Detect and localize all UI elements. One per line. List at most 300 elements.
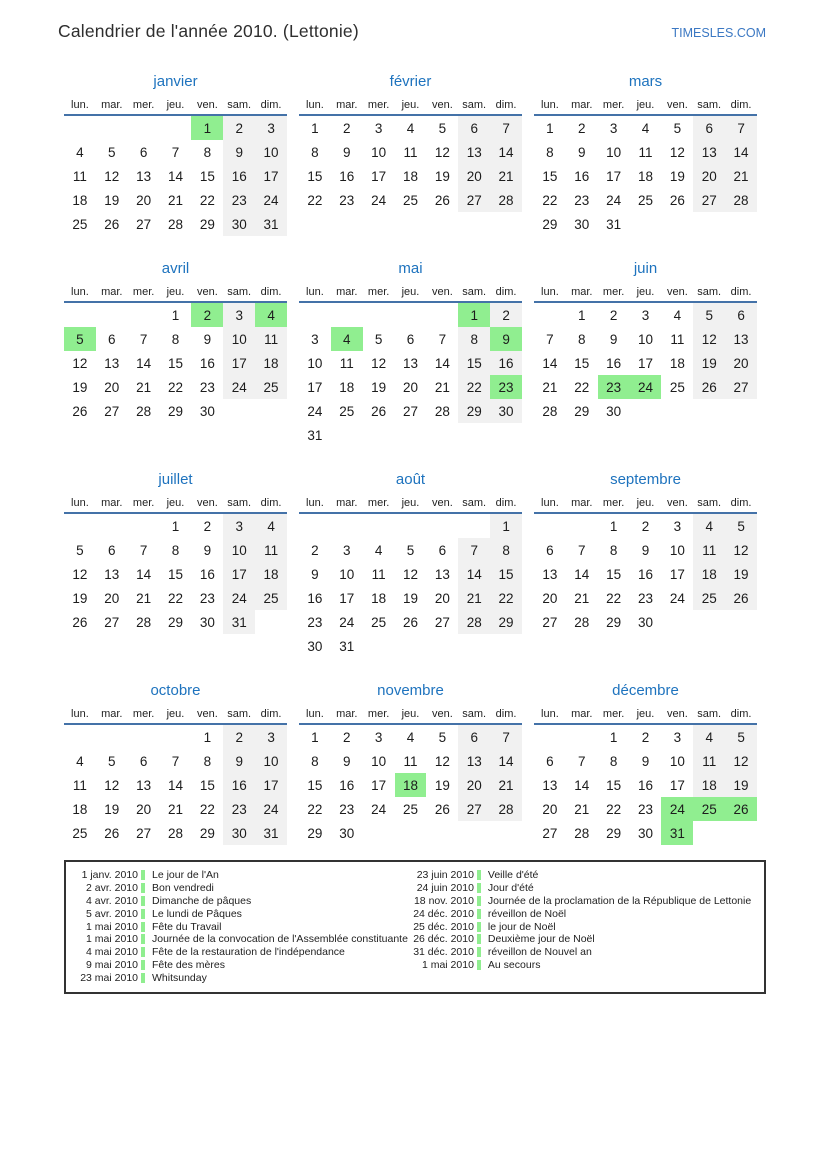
day-grid bbox=[299, 303, 522, 447]
day-cell: 13 bbox=[104, 355, 120, 371]
weekday-label: mar. bbox=[101, 286, 123, 298]
day-cell: 23 bbox=[637, 801, 653, 817]
day-cell: 16 bbox=[307, 590, 323, 606]
weekday-row bbox=[64, 99, 287, 116]
day-cell: 20 bbox=[136, 192, 152, 208]
day-cell: 5 bbox=[725, 725, 757, 749]
legend-date: 9 mai 2010 bbox=[86, 958, 138, 971]
legend-date: 25 déc. 2010 bbox=[413, 920, 474, 933]
day-cell: 7 bbox=[171, 753, 180, 769]
empty-cell bbox=[128, 303, 160, 327]
day-cell: 11 bbox=[339, 355, 354, 371]
day-grid bbox=[64, 116, 287, 236]
day-cell: 11 bbox=[403, 144, 418, 160]
day-cell: 7 bbox=[139, 542, 148, 558]
day-cell: 22 bbox=[199, 801, 215, 817]
holiday-marker bbox=[141, 896, 145, 906]
day-cell: 7 bbox=[171, 144, 180, 160]
legend-date: 24 déc. 2010 bbox=[413, 907, 474, 920]
day-grid bbox=[299, 725, 522, 845]
day-cell: 22 bbox=[199, 192, 215, 208]
day-cell: 28 bbox=[167, 825, 183, 841]
day-cell: 26 bbox=[725, 586, 757, 610]
day-cell: 6 bbox=[108, 542, 116, 558]
day-cell: 17 bbox=[223, 562, 255, 586]
day-cell: 16 bbox=[223, 164, 255, 188]
day-cell: 23 bbox=[307, 614, 323, 630]
day-cell: 19 bbox=[72, 590, 88, 606]
day-cell: 4 bbox=[406, 120, 415, 136]
empty-cell bbox=[693, 610, 725, 634]
day-cell: 2 bbox=[223, 725, 255, 749]
day-cell: 13 bbox=[542, 777, 558, 793]
holiday-marker bbox=[477, 883, 481, 893]
day-cell: 27 bbox=[458, 188, 490, 212]
day-cell: 22 bbox=[542, 192, 558, 208]
empty-cell bbox=[363, 514, 395, 538]
day-cell: 30 bbox=[490, 399, 522, 423]
day-cell: 15 bbox=[458, 351, 490, 375]
day-cell: 18 bbox=[693, 773, 725, 797]
legend-row bbox=[408, 946, 751, 959]
day-cell: 16 bbox=[339, 777, 355, 793]
legend-row bbox=[408, 920, 751, 933]
day-cell: 21 bbox=[136, 379, 152, 395]
day-cell: 8 bbox=[609, 753, 618, 769]
empty-cell bbox=[96, 303, 128, 327]
day-cell: 8 bbox=[609, 542, 618, 558]
day-cell: 27 bbox=[136, 216, 152, 232]
day-cell: 2 bbox=[641, 729, 650, 745]
day-grid bbox=[534, 725, 757, 845]
day-cell: 25 bbox=[693, 797, 725, 821]
empty-cell bbox=[490, 423, 522, 447]
legend-date: 5 avr. 2010 bbox=[86, 907, 138, 920]
weekday-label: lun. bbox=[71, 99, 89, 111]
weekday-row bbox=[64, 497, 287, 514]
day-cell: 6 bbox=[725, 303, 757, 327]
day-cell: 28 bbox=[136, 403, 152, 419]
legend-date: 18 nov. 2010 bbox=[413, 894, 474, 907]
day-cell: 19 bbox=[669, 168, 685, 184]
legend-label: Deuxième jour de Noël bbox=[487, 933, 595, 946]
day-cell: 16 bbox=[637, 777, 653, 793]
month-title[interactable]: janvier bbox=[153, 73, 198, 90]
day-cell: 21 bbox=[542, 379, 558, 395]
day-cell: 23 bbox=[598, 375, 630, 399]
weekday-label: ven. bbox=[666, 286, 688, 298]
day-cell: 24 bbox=[223, 586, 255, 610]
holiday-marker bbox=[141, 960, 145, 970]
day-cell: 16 bbox=[490, 351, 522, 375]
legend-label: le jour de Noël bbox=[487, 920, 556, 933]
day-cell: 11 bbox=[255, 327, 287, 351]
month-title[interactable]: mars bbox=[628, 73, 663, 90]
day-cell: 12 bbox=[725, 749, 757, 773]
day-cell: 23 bbox=[199, 590, 215, 606]
legend-row bbox=[72, 920, 408, 933]
day-cell: 21 bbox=[458, 586, 490, 610]
month-block bbox=[299, 260, 522, 447]
day-cell: 29 bbox=[490, 610, 522, 634]
day-cell: 14 bbox=[434, 355, 450, 371]
day-cell: 21 bbox=[136, 590, 152, 606]
empty-cell bbox=[64, 303, 96, 327]
day-cell: 9 bbox=[343, 753, 351, 769]
empty-cell bbox=[395, 821, 427, 845]
holiday-marker bbox=[141, 909, 145, 919]
legend-label: Veille d'été bbox=[487, 869, 539, 882]
empty-cell bbox=[661, 212, 693, 236]
month-block bbox=[534, 260, 757, 423]
day-cell: 17 bbox=[371, 168, 387, 184]
day-cell: 11 bbox=[693, 538, 725, 562]
weekday-label: dim. bbox=[260, 99, 282, 111]
day-cell: 1 bbox=[171, 518, 180, 534]
day-cell: 18 bbox=[255, 562, 287, 586]
day-cell: 14 bbox=[725, 140, 757, 164]
day-cell: 19 bbox=[725, 773, 757, 797]
day-cell: 1 bbox=[191, 116, 223, 140]
legend-label: Whitsunday bbox=[152, 971, 207, 984]
holiday-marker bbox=[477, 922, 481, 932]
month-title[interactable]: novembre bbox=[377, 682, 444, 699]
day-cell: 1 bbox=[546, 120, 554, 136]
legend-row bbox=[72, 869, 408, 882]
legend-label: Fête des mères bbox=[152, 958, 225, 971]
weekday-row bbox=[64, 286, 287, 303]
weekday-label: jeu. bbox=[401, 286, 420, 298]
day-cell: 24 bbox=[339, 614, 355, 630]
day-cell: 2 bbox=[609, 307, 618, 323]
day-cell: 3 bbox=[343, 542, 351, 558]
day-cell: 25 bbox=[255, 586, 287, 610]
day-cell: 21 bbox=[574, 801, 590, 817]
day-cell: 9 bbox=[490, 327, 522, 351]
month-title[interactable]: juin bbox=[633, 260, 658, 277]
empty-cell bbox=[64, 514, 96, 538]
day-cell: 23 bbox=[223, 797, 255, 821]
weekday-label: ven. bbox=[431, 286, 453, 298]
day-cell: 9 bbox=[223, 140, 255, 164]
day-cell: 4 bbox=[641, 120, 650, 136]
legend-row bbox=[408, 869, 751, 882]
day-cell: 12 bbox=[434, 144, 450, 160]
day-cell: 13 bbox=[725, 327, 757, 351]
weekday-label: mar. bbox=[101, 497, 123, 509]
day-cell: 14 bbox=[542, 355, 558, 371]
empty-cell bbox=[363, 303, 395, 327]
weekday-row bbox=[534, 497, 757, 514]
month-block bbox=[64, 682, 287, 845]
day-cell: 17 bbox=[669, 777, 685, 793]
day-cell: 7 bbox=[490, 725, 522, 749]
day-cell: 10 bbox=[307, 355, 323, 371]
day-cell: 4 bbox=[255, 303, 287, 327]
day-cell: 12 bbox=[669, 144, 685, 160]
day-cell: 23 bbox=[637, 590, 653, 606]
day-cell: 29 bbox=[606, 825, 622, 841]
weekday-row bbox=[299, 99, 522, 116]
day-cell: 28 bbox=[490, 188, 522, 212]
day-cell: 10 bbox=[669, 542, 685, 558]
day-cell: 26 bbox=[104, 825, 120, 841]
day-cell: 31 bbox=[255, 821, 287, 845]
day-cell: 6 bbox=[458, 725, 490, 749]
legend-date: 4 mai 2010 bbox=[86, 946, 138, 959]
day-cell: 14 bbox=[574, 566, 590, 582]
day-cell: 19 bbox=[104, 801, 120, 817]
day-cell: 18 bbox=[395, 773, 427, 797]
day-cell: 29 bbox=[458, 399, 490, 423]
legend-row bbox=[408, 895, 751, 908]
day-cell: 25 bbox=[402, 801, 418, 817]
day-cell: 17 bbox=[606, 168, 622, 184]
day-cell: 10 bbox=[223, 538, 255, 562]
weekday-row bbox=[299, 286, 522, 303]
day-cell: 16 bbox=[199, 355, 215, 371]
day-cell: 10 bbox=[637, 331, 653, 347]
month-title[interactable]: août bbox=[395, 471, 426, 488]
empty-cell bbox=[661, 399, 693, 423]
day-cell: 25 bbox=[637, 192, 653, 208]
day-cell: 26 bbox=[434, 801, 450, 817]
day-cell: 13 bbox=[402, 355, 418, 371]
empty-cell bbox=[395, 514, 427, 538]
day-cell: 15 bbox=[199, 168, 215, 184]
day-cell: 27 bbox=[136, 825, 152, 841]
month-title[interactable]: avril bbox=[161, 260, 190, 277]
day-cell: 19 bbox=[725, 562, 757, 586]
day-cell: 14 bbox=[136, 355, 152, 371]
legend-label: Le jour de l'An bbox=[152, 869, 219, 882]
day-cell: 19 bbox=[693, 351, 725, 375]
day-cell: 7 bbox=[458, 538, 490, 562]
day-cell: 15 bbox=[490, 562, 522, 586]
day-cell: 8 bbox=[578, 331, 586, 347]
day-cell: 23 bbox=[223, 188, 255, 212]
weekday-label: jeu. bbox=[166, 286, 185, 298]
empty-cell bbox=[490, 821, 522, 845]
day-cell: 14 bbox=[458, 562, 490, 586]
legend-date: 1 mai 2010 bbox=[86, 920, 138, 933]
month-block bbox=[64, 73, 287, 236]
day-cell: 3 bbox=[673, 518, 682, 534]
day-cell: 23 bbox=[490, 375, 522, 399]
weekday-label: ven. bbox=[431, 99, 453, 111]
holiday-marker bbox=[477, 870, 481, 880]
day-cell: 16 bbox=[199, 566, 215, 582]
day-cell: 18 bbox=[72, 801, 88, 817]
day-cell: 22 bbox=[167, 590, 183, 606]
day-cell: 14 bbox=[574, 777, 590, 793]
empty-cell bbox=[331, 423, 363, 447]
day-cell: 2 bbox=[343, 729, 351, 745]
day-cell: 20 bbox=[458, 773, 490, 797]
month-title[interactable]: décembre bbox=[612, 682, 679, 699]
weekday-label: mer. bbox=[367, 708, 390, 720]
day-cell: 15 bbox=[307, 777, 323, 793]
day-cell: 15 bbox=[606, 566, 622, 582]
day-cell: 17 bbox=[307, 379, 323, 395]
weekday-label: sam. bbox=[227, 708, 252, 720]
empty-cell bbox=[128, 514, 160, 538]
day-cell: 5 bbox=[64, 327, 96, 351]
day-cell: 2 bbox=[311, 542, 319, 558]
weekday-label: sam. bbox=[697, 286, 722, 298]
empty-cell bbox=[630, 399, 662, 423]
day-cell: 17 bbox=[255, 773, 287, 797]
day-cell: 27 bbox=[104, 403, 120, 419]
day-cell: 26 bbox=[693, 375, 725, 399]
weekday-label: mer. bbox=[367, 497, 390, 509]
legend-date: 31 déc. 2010 bbox=[413, 946, 474, 959]
day-cell: 5 bbox=[76, 542, 84, 558]
month-title[interactable]: octobre bbox=[150, 682, 201, 699]
day-cell: 22 bbox=[574, 379, 590, 395]
empty-cell bbox=[395, 634, 427, 658]
day-cell: 17 bbox=[223, 351, 255, 375]
day-cell: 15 bbox=[167, 355, 183, 371]
legend-date: 1 janv. 2010 bbox=[81, 869, 138, 882]
empty-cell bbox=[331, 514, 363, 538]
day-cell: 15 bbox=[307, 168, 323, 184]
legend-row bbox=[72, 907, 408, 920]
day-cell: 4 bbox=[255, 514, 287, 538]
day-cell: 18 bbox=[693, 562, 725, 586]
day-cell: 27 bbox=[458, 797, 490, 821]
day-cell: 15 bbox=[167, 566, 183, 582]
day-cell: 5 bbox=[438, 120, 447, 136]
holiday-marker bbox=[477, 896, 481, 906]
weekday-label: sam. bbox=[697, 708, 722, 720]
weekday-label: sam. bbox=[462, 497, 487, 509]
month-title[interactable]: septembre bbox=[610, 471, 681, 488]
legend-label: réveillon de Nouvel an bbox=[487, 946, 592, 959]
weekday-label: dim. bbox=[260, 708, 282, 720]
weekday-label: mer. bbox=[132, 286, 155, 298]
day-cell: 26 bbox=[434, 192, 450, 208]
day-cell: 22 bbox=[606, 801, 622, 817]
day-cell: 6 bbox=[546, 542, 554, 558]
empty-cell bbox=[725, 610, 757, 634]
month-title[interactable]: juillet bbox=[158, 471, 193, 488]
day-cell: 9 bbox=[223, 749, 255, 773]
day-cell: 19 bbox=[371, 379, 387, 395]
day-cell: 16 bbox=[339, 168, 355, 184]
weekday-label: mer. bbox=[602, 497, 625, 509]
day-cell: 18 bbox=[339, 379, 355, 395]
day-cell: 9 bbox=[641, 753, 650, 769]
weekday-label: dim. bbox=[495, 497, 517, 509]
month-title[interactable]: mai bbox=[398, 260, 423, 277]
day-cell: 10 bbox=[339, 566, 355, 582]
weekday-row bbox=[299, 497, 522, 514]
day-cell: 30 bbox=[606, 403, 622, 419]
day-cell: 21 bbox=[490, 773, 522, 797]
legend-label: Journée de la convocation de l'Assemblée constituante bbox=[152, 933, 408, 946]
day-cell: 28 bbox=[458, 610, 490, 634]
legend-label: Jour d'été bbox=[487, 882, 534, 895]
weekday-label: mer. bbox=[132, 99, 155, 111]
day-cell: 6 bbox=[458, 116, 490, 140]
day-cell: 6 bbox=[546, 753, 554, 769]
day-cell: 24 bbox=[371, 192, 387, 208]
day-cell: 29 bbox=[574, 403, 590, 419]
weekday-row bbox=[64, 708, 287, 725]
empty-cell bbox=[363, 423, 395, 447]
day-cell: 1 bbox=[609, 518, 618, 534]
empty-cell bbox=[363, 634, 395, 658]
day-cell: 6 bbox=[406, 331, 415, 347]
month-block bbox=[534, 73, 757, 236]
day-grid bbox=[299, 116, 522, 212]
empty-cell bbox=[160, 725, 192, 749]
day-cell: 4 bbox=[331, 327, 363, 351]
day-cell: 7 bbox=[490, 116, 522, 140]
day-cell: 24 bbox=[630, 375, 662, 399]
legend-label: Journée de la proclamation de la République de Lettonie bbox=[487, 894, 752, 907]
day-cell: 29 bbox=[167, 614, 183, 630]
day-cell: 5 bbox=[693, 303, 725, 327]
weekday-label: lun. bbox=[306, 99, 324, 111]
day-cell: 20 bbox=[725, 351, 757, 375]
day-cell: 12 bbox=[402, 566, 418, 582]
weekday-label: mar. bbox=[336, 99, 358, 111]
day-cell: 30 bbox=[339, 825, 355, 841]
day-cell: 13 bbox=[136, 777, 152, 793]
day-cell: 21 bbox=[167, 801, 183, 817]
weekday-label: ven. bbox=[431, 708, 453, 720]
weekday-row bbox=[534, 286, 757, 303]
weekday-label: dim. bbox=[730, 286, 752, 298]
empty-cell bbox=[693, 212, 725, 236]
day-cell: 8 bbox=[458, 327, 490, 351]
empty-cell bbox=[534, 725, 566, 749]
day-cell: 5 bbox=[108, 753, 116, 769]
day-cell: 9 bbox=[203, 331, 212, 347]
day-cell: 11 bbox=[371, 566, 386, 582]
legend-label: Fête de la restauration de l'indépendance bbox=[152, 946, 345, 959]
weekday-label: ven. bbox=[666, 708, 688, 720]
day-cell: 11 bbox=[638, 144, 653, 160]
day-cell: 20 bbox=[402, 379, 418, 395]
day-cell: 20 bbox=[542, 590, 558, 606]
day-cell: 15 bbox=[606, 777, 622, 793]
empty-cell bbox=[223, 399, 255, 423]
day-cell: 29 bbox=[199, 216, 215, 232]
day-cell: 14 bbox=[490, 140, 522, 164]
weekday-label: ven. bbox=[666, 497, 688, 509]
day-cell: 18 bbox=[371, 590, 387, 606]
day-cell: 25 bbox=[693, 586, 725, 610]
day-cell: 20 bbox=[434, 590, 450, 606]
month-title[interactable]: février bbox=[389, 73, 432, 90]
empty-cell bbox=[299, 514, 331, 538]
page-title: Calendrier de l'année 2010. (Lettonie) bbox=[58, 21, 359, 41]
site-link[interactable]: TIMESLES.COM bbox=[671, 26, 766, 40]
day-cell: 22 bbox=[606, 590, 622, 606]
holiday-marker bbox=[141, 922, 145, 932]
weekday-label: sam. bbox=[697, 99, 722, 111]
day-cell: 18 bbox=[72, 192, 88, 208]
day-cell: 4 bbox=[693, 725, 725, 749]
empty-cell bbox=[458, 423, 490, 447]
day-cell: 1 bbox=[311, 729, 319, 745]
day-cell: 9 bbox=[343, 144, 351, 160]
legend-date: 26 déc. 2010 bbox=[413, 933, 474, 946]
day-cell: 23 bbox=[574, 192, 590, 208]
